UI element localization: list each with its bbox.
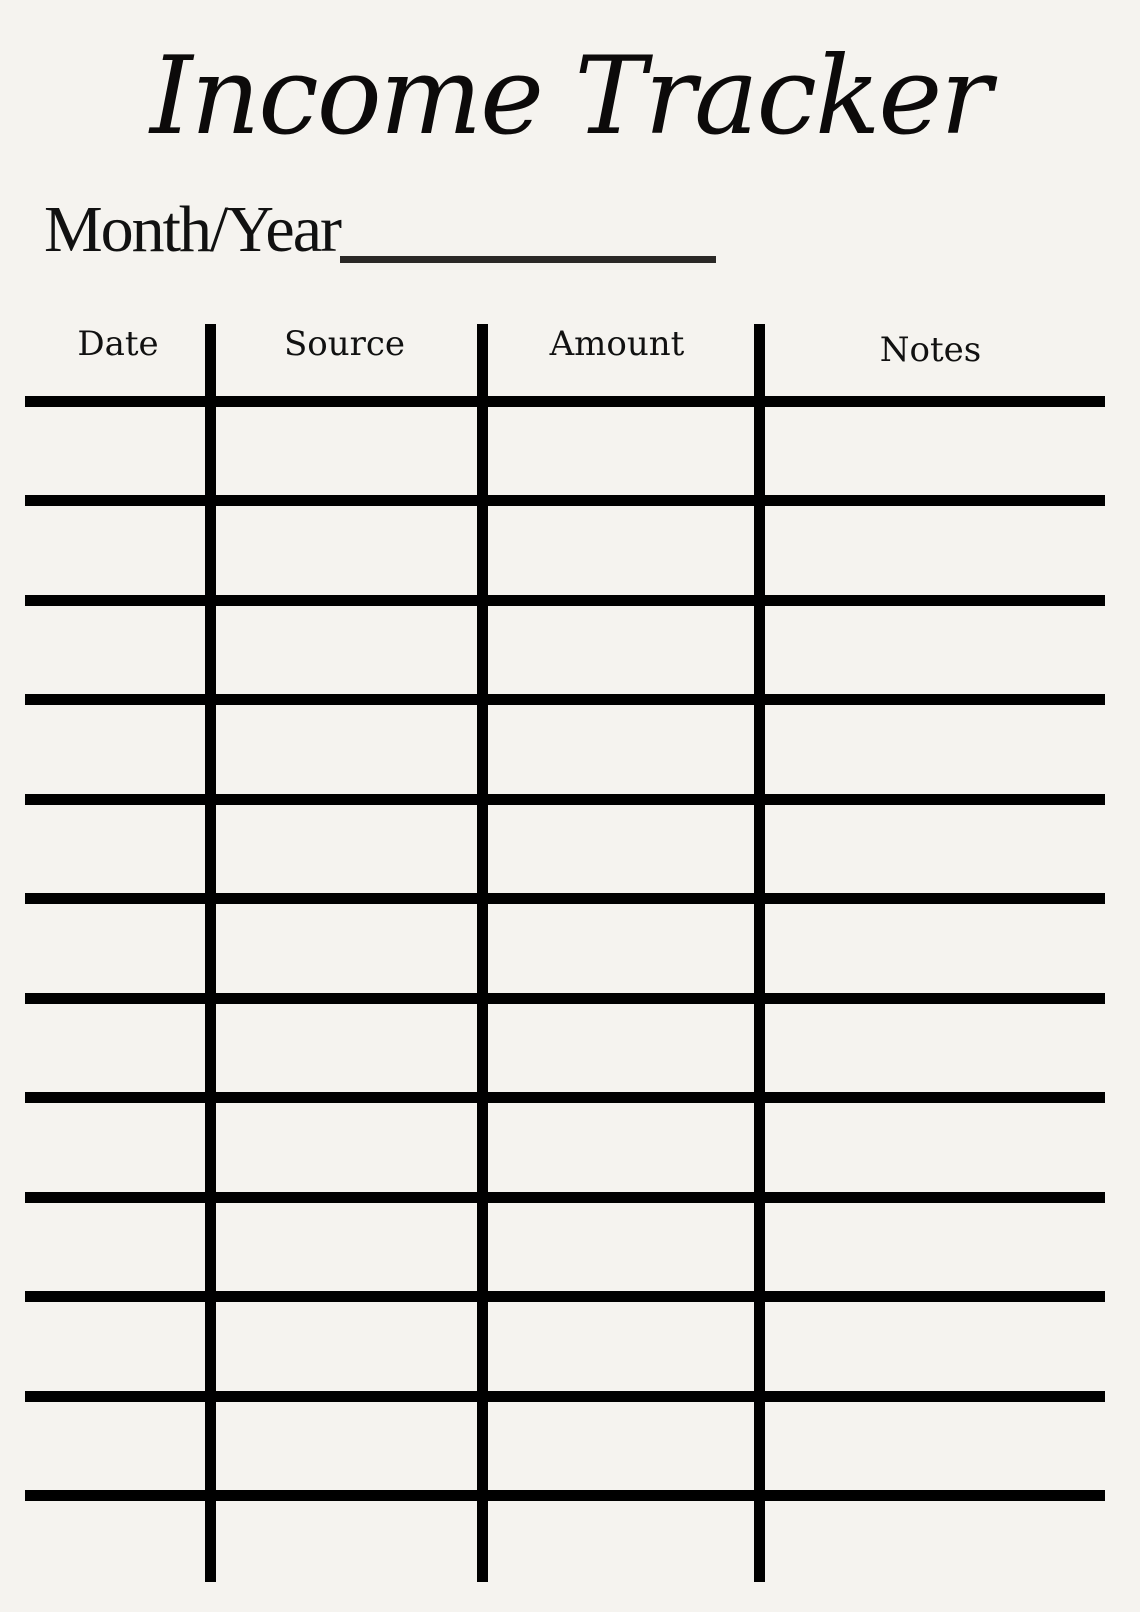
month-year-fill-line[interactable] [340, 256, 716, 263]
row-line [25, 1490, 1105, 1501]
page-title: Income Tracker [150, 34, 990, 159]
header-source: Source [283, 324, 406, 364]
row-line [25, 794, 1105, 805]
row-line [25, 1092, 1105, 1103]
row-line [25, 893, 1105, 904]
header-date: Date [77, 324, 159, 364]
header-notes: Notes [879, 330, 982, 370]
month-year-label: Month/Year [44, 193, 340, 266]
row-line [25, 495, 1105, 506]
header-amount: Amount [549, 324, 685, 364]
row-line [25, 1391, 1105, 1402]
row-line [25, 694, 1105, 705]
row-line [25, 1291, 1105, 1302]
row-line [25, 595, 1105, 606]
row-line [25, 993, 1105, 1004]
row-line [25, 396, 1105, 407]
row-line [25, 1192, 1105, 1203]
